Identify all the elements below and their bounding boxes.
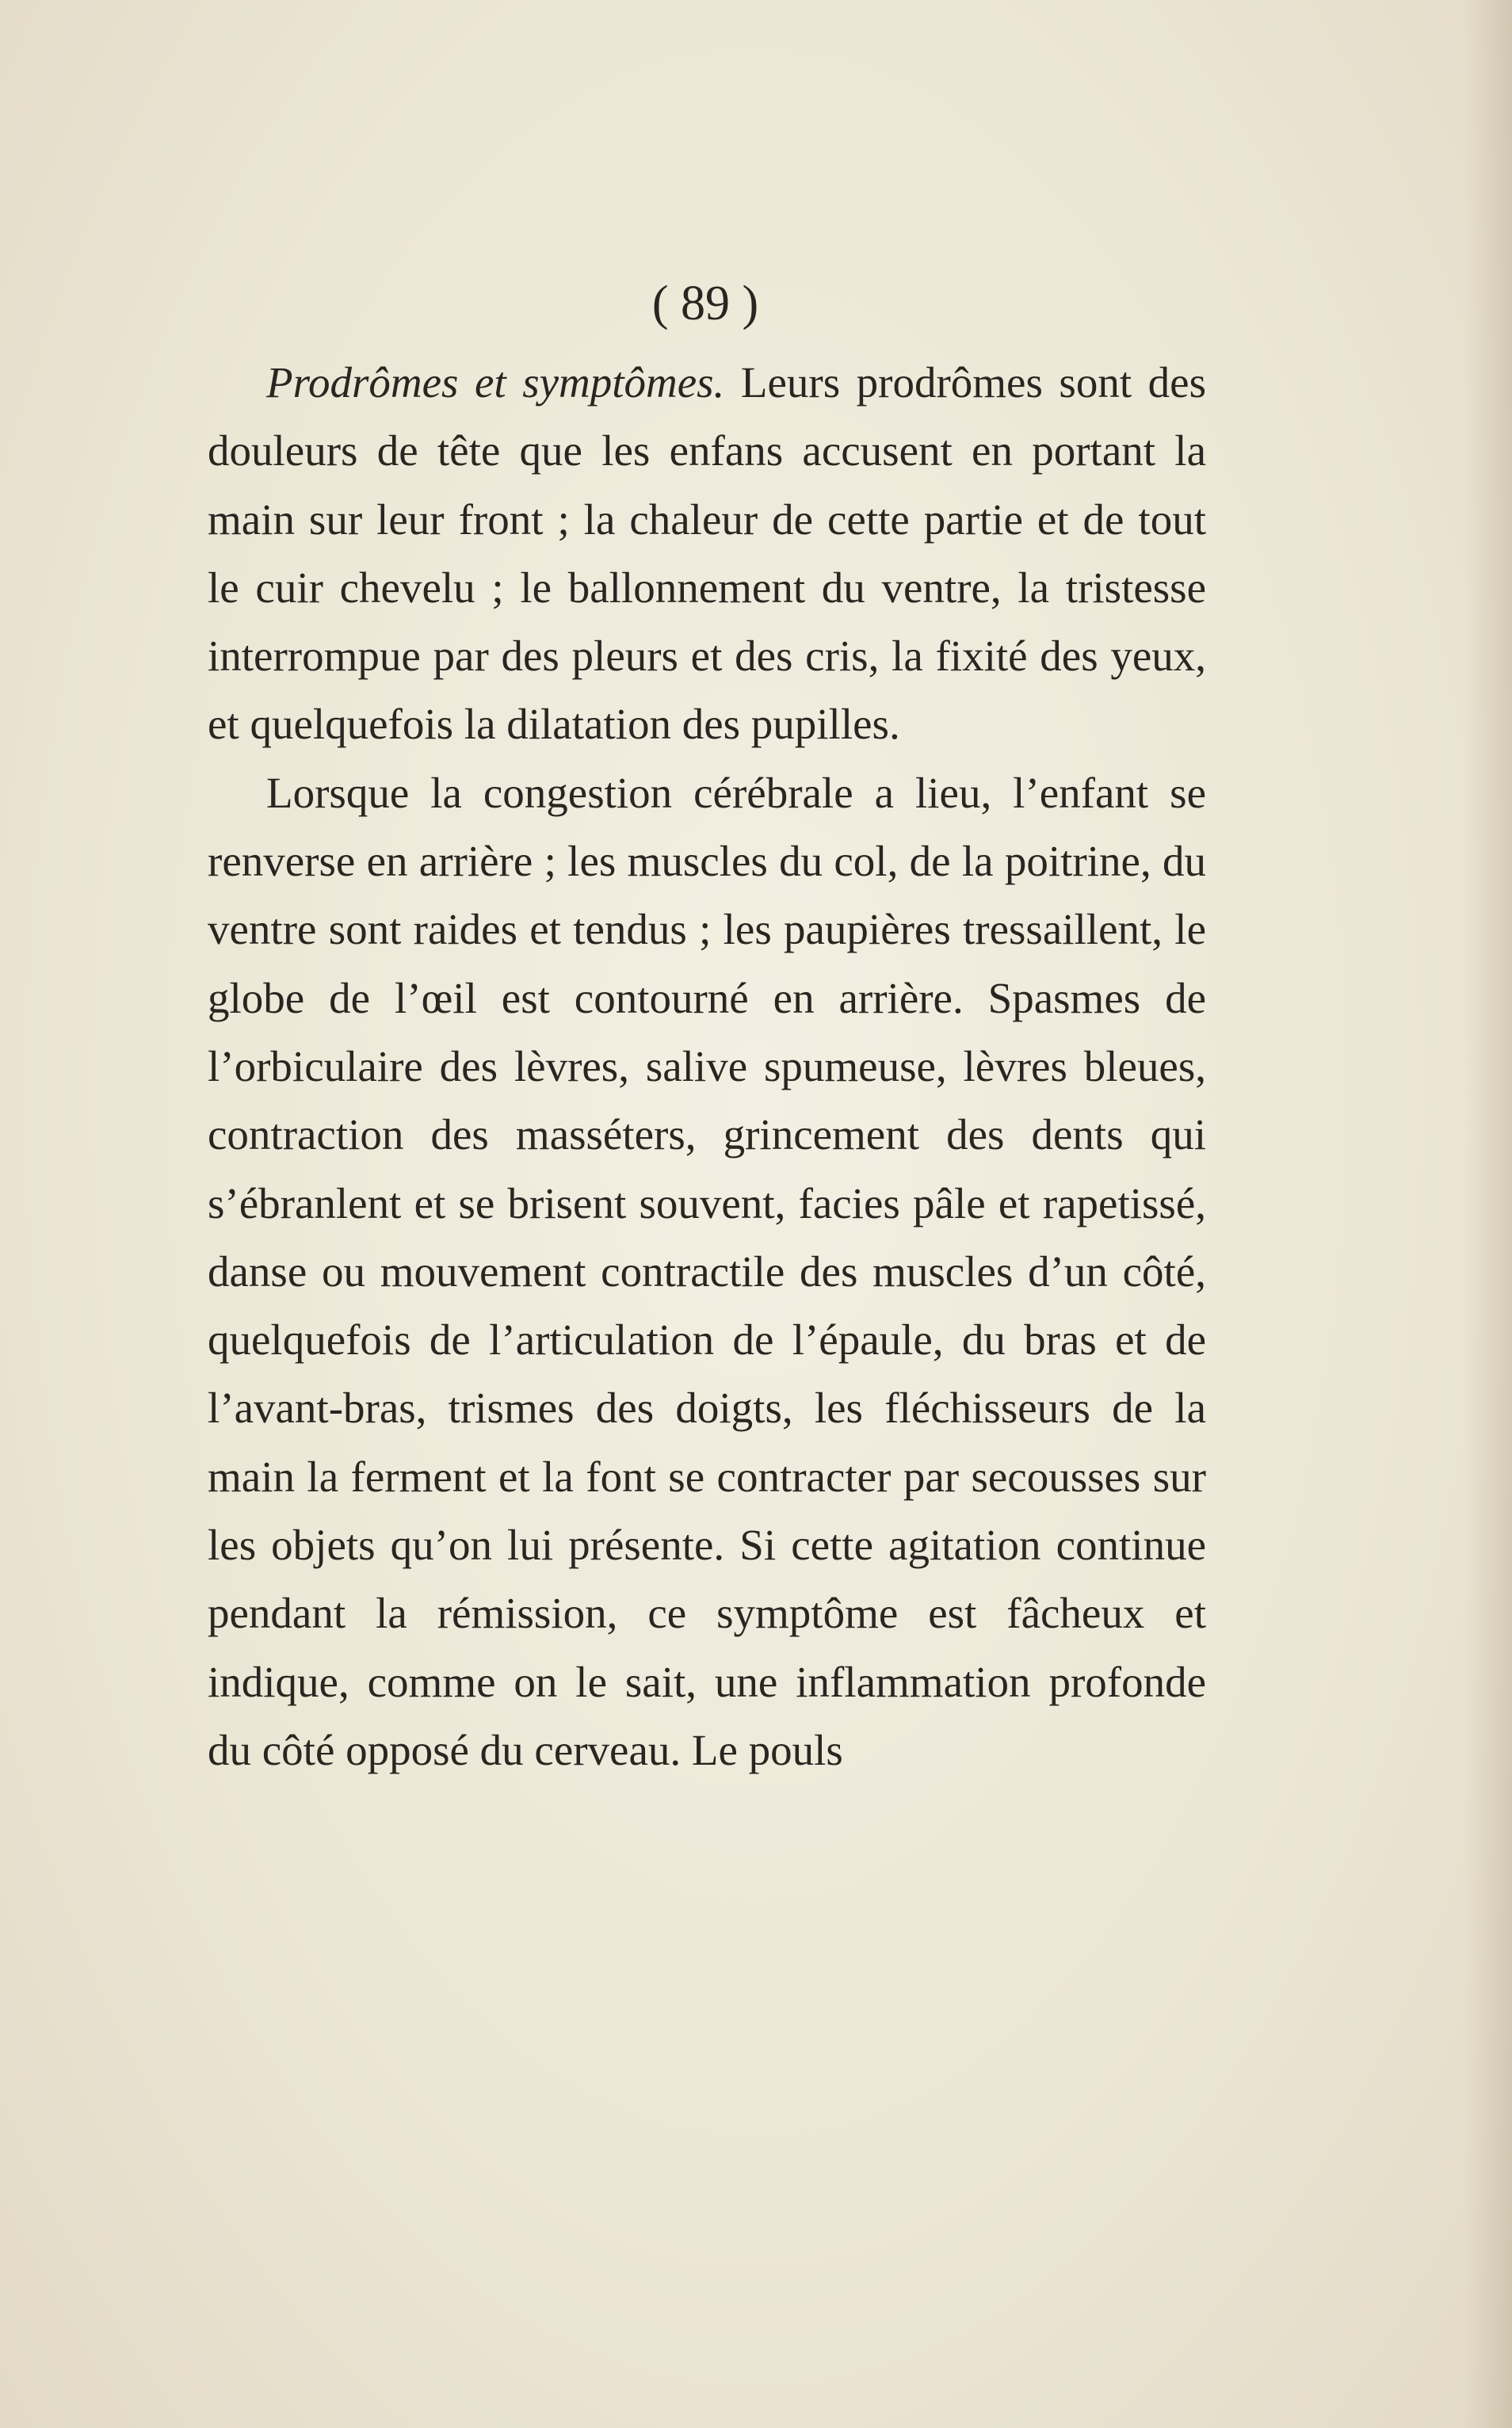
page-number: ( 89 ): [651, 277, 759, 330]
paragraph-symptoms: [208, 349, 1206, 759]
page-edge-shadow: [1464, 0, 1512, 2428]
section-heading: Prodrômes et symptômes.: [266, 358, 725, 407]
paragraph-text: Lorsque la congestion cérébrale a lieu, l’enfant se renverse en arrière ; les muscles du col, de la poitrine, du ventre sont raides et tendus ; les paupières tressaillent, le globe de l’œil est contourné en arrière. Spasmes de l’orbiculaire des lèvres, salive spumeuse, lèvres bleues, contraction des masséters, grincement des dents qui s’ébranlent et se brisent souvent, facies pâle et rapetissé, danse ou mouvement contractile des muscles d’un côté, quelquefois de l’articulation de l’épaule, du bras et de l’avant-bras, trismes des doigts, les fléchisseurs de la main la ferment et la font se contracter par secousses sur les objets qu’on lui présente. Si cette agitation continue pendant la rémission, ce symptôme est fâcheux et indique, comme on le sait, une inflammation profonde du côté opposé du cerveau. Le pouls: [208, 768, 1206, 1774]
paragraph-congestion: [208, 759, 1206, 1785]
body-text: [208, 349, 1206, 1785]
paragraph-text: Leurs prodrômes sont des douleurs de tête que les enfans accusent en portant la main sur leur front ; la chaleur de cette partie et de tout le cuir chevelu ; le ballonnement du ventre, la tristesse interrompue par des pleurs et des cris, la fixité des yeux, et quelquefois la dilatation des pupilles.: [208, 358, 1206, 749]
